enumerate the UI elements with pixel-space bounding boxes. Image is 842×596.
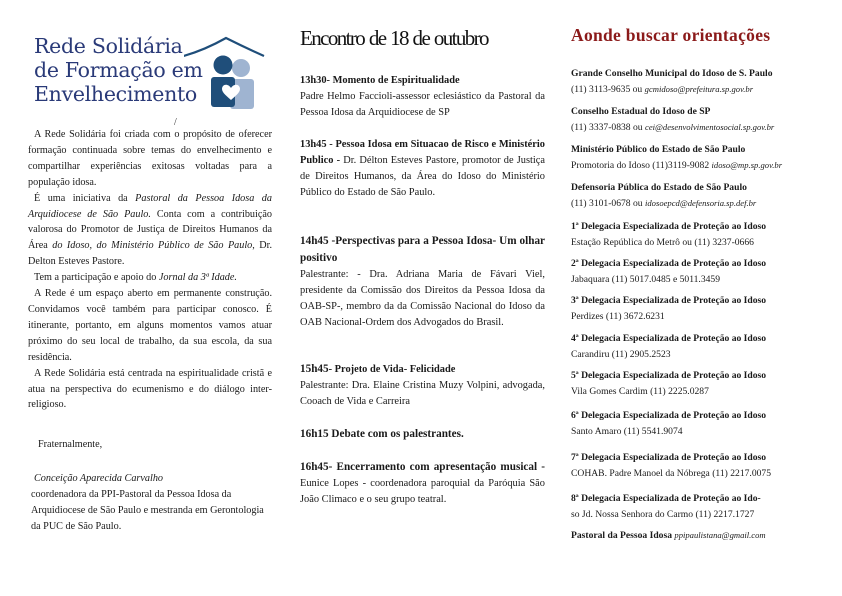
text-span: , Dr. Delton Esteves Pastore. bbox=[28, 240, 273, 268]
contact-phone: Jabaquara (11) 5017.0485 e 5011.3459 bbox=[571, 273, 721, 285]
house-family-icon bbox=[184, 34, 266, 114]
intro-paragraph-4: A Rede é um espaço aberto em permanente construção. Convidamos você também para participar conosco. É itinerante, portanto, em alguns momentos vamos atuar próximo do seu local de trabalho, da sua escola, da sua residência. bbox=[28, 288, 272, 363]
logo-line-1: Rede Solidária bbox=[34, 34, 183, 58]
event-title: Encontro de 18 de outubro bbox=[300, 26, 488, 50]
logo-line-2: de Formação em bbox=[34, 58, 203, 82]
session-heading: 16h15 Debate com os palestrantes. bbox=[300, 428, 464, 440]
contact-item bbox=[571, 104, 819, 135]
contact-email[interactable]: gcmidoso@prefeitura.sp.gov.br bbox=[644, 83, 754, 94]
contact-org: 6ª Delegacia Especializada de Proteção ao Idoso bbox=[571, 410, 767, 421]
contact-item bbox=[571, 331, 819, 362]
session-heading: 13h30- Momento de Espiritualidade bbox=[300, 75, 460, 86]
signature-block bbox=[28, 471, 272, 535]
session-text: Dr. Délton Esteves Pastore, promotor de Justiça de Direitos Humanos, da Área do Idoso do Ministério Público do Estado de São Paulo. bbox=[300, 155, 546, 198]
contact-info bbox=[571, 235, 819, 251]
contact-item bbox=[571, 180, 819, 211]
contact-phone: Santo Amaro (11) 5541.9074 bbox=[571, 425, 683, 437]
contact-email[interactable]: ppipaulistana@gmail.com bbox=[674, 530, 766, 540]
session-2 bbox=[300, 137, 545, 201]
session-text: Padre Helmo Faccioli-assessor eclesiástico da Pastoral da Pessoa Idosa da Arquidiocese de SP bbox=[300, 91, 545, 118]
contact-footer bbox=[571, 528, 819, 544]
text-span: Conta com a contribuição valorosa do Promotor de Justiça de Direitos Humanos da Área bbox=[28, 208, 272, 252]
contact-info bbox=[571, 196, 819, 212]
intro-paragraph-2 bbox=[28, 191, 272, 271]
contact-phone: Promotoria do Idoso (11)3119-9082 bbox=[571, 159, 712, 171]
contact-info bbox=[571, 158, 819, 174]
contact-email[interactable]: idoso@mp.sp.gov.br bbox=[711, 159, 783, 170]
session-3 bbox=[300, 233, 545, 331]
contact-info bbox=[571, 507, 819, 523]
text-span: É uma iniciativa da bbox=[34, 192, 136, 204]
session-6 bbox=[300, 459, 545, 508]
session-text: Eunice Lopes - coordenadora paroquial da Paróquia São João Climaco e o seu grupo teatral. bbox=[300, 478, 545, 505]
italic-span: Jornal da 3ª Idade. bbox=[158, 272, 237, 284]
contact-org: Defensoria Pública do Estado de São Paulo bbox=[571, 182, 747, 193]
contact-info bbox=[571, 272, 819, 288]
session-text: Palestrante: - Dra. Adriana Maria de Fávari Viel, presidente da Comissão dos Direitos da Pessoa Idosa da OAB-SP-, membro da da Comissão Nacional do Idoso da OAB Nacional-Ordem dos Advogados do Brasil. bbox=[300, 269, 545, 328]
intro-paragraph-1: A Rede Solidária foi criada com o propósito de oferecer formação continuada sobre temas do envelhecimento e compartilhar experiências exitosas voltadas para a população idosa. bbox=[28, 129, 272, 188]
contact-item bbox=[571, 368, 819, 399]
session-heading: 14h45 -Perspectivas para a Pessoa Idosa- Um olhar positivo bbox=[300, 235, 545, 264]
contact-org: 1ª Delegacia Especializada de Proteção ao Idoso bbox=[571, 221, 767, 232]
dark-figure-head-icon bbox=[214, 56, 233, 75]
contact-item bbox=[571, 142, 819, 173]
contact-org: 7ª Delegacia Especializada de Proteção ao Idoso bbox=[571, 452, 767, 463]
contact-item bbox=[571, 256, 819, 287]
contact-info bbox=[571, 466, 819, 482]
tick-mark: / bbox=[174, 117, 177, 128]
contact-phone: (11) 3101-0678 ou bbox=[571, 197, 645, 209]
contact-phone: Carandiru (11) 2905.2523 bbox=[571, 348, 671, 360]
signature-description: coordenadora da PPI-Pastoral da Pessoa Idosa da Arquidiocese de São Paulo e mestranda em Gerontologia da PUC de São Paulo. bbox=[31, 489, 264, 532]
contact-phone: Perdizes (11) 3672.6231 bbox=[571, 310, 665, 322]
contact-phone: so Jd. Nossa Senhora do Carmo (11) 2217.1727 bbox=[571, 508, 755, 520]
session-heading: 16h45- Encerramento com apresentação musical - bbox=[300, 461, 545, 473]
contact-info bbox=[571, 309, 819, 325]
logo-line-3: Envelhecimento bbox=[34, 82, 197, 106]
session-time: 15h45 bbox=[300, 363, 329, 375]
signature-name: Conceição Aparecida Carvalho bbox=[34, 473, 164, 484]
intro-paragraph-3 bbox=[28, 270, 272, 286]
session-heading: 13h45 - Pessoa Idosa em Situacao de Risco e Ministério Publico - bbox=[300, 139, 545, 166]
contact-info bbox=[571, 384, 819, 400]
contact-org: Conselho Estadual do Idoso de SP bbox=[571, 106, 711, 117]
contact-info bbox=[571, 424, 819, 440]
contact-phone: COHAB. Padre Manoel da Nóbrega (11) 2217.0075 bbox=[571, 467, 772, 479]
contact-item bbox=[571, 491, 819, 522]
intro-paragraph-5: A Rede Solidária está centrada na espiritualidade cristã e atua na perspectiva do ecumenismo e do diálogo inter-religioso. bbox=[28, 367, 272, 411]
session-4 bbox=[300, 361, 545, 410]
contact-info bbox=[571, 347, 819, 363]
session-text: Palestrante: Dra. Elaine Cristina Muzy Volpini, advogada, Cooach de Vida e Carreira bbox=[300, 380, 545, 407]
contact-phone: (11) 3337-0838 ou bbox=[571, 121, 645, 133]
contact-email[interactable]: cei@desenvolvimentosocial.sp.gov.br bbox=[645, 121, 775, 132]
session-1 bbox=[300, 73, 545, 121]
contact-org: 4ª Delegacia Especializada de Proteção ao Idoso bbox=[571, 333, 767, 344]
contacts-title: Aonde buscar orientações bbox=[571, 25, 771, 45]
contact-item bbox=[571, 293, 819, 324]
contact-org: 3ª Delegacia Especializada de Proteção ao Idoso bbox=[571, 295, 767, 306]
session-5 bbox=[300, 426, 545, 443]
session-heading: - Projeto de Vida- Felicidade bbox=[328, 364, 456, 375]
contact-email[interactable]: idosoepcd@defensoria.sp.def.br bbox=[645, 197, 757, 208]
contact-phone: Estação República do Metrô ou (11) 3237-0666 bbox=[571, 236, 754, 248]
contact-phone: Vila Gomes Cardim (11) 2225.0287 bbox=[571, 385, 709, 397]
contact-org: 5ª Delegacia Especializada de Proteção ao Idoso bbox=[571, 370, 767, 381]
contact-info bbox=[571, 120, 819, 136]
contact-org: 2ª Delegacia Especializada de Proteção ao Idoso bbox=[571, 258, 767, 269]
contact-org: 8ª Delegacia Especializada de Proteção ao Ido- bbox=[571, 493, 761, 504]
contact-item bbox=[571, 450, 819, 481]
contact-org: Ministério Público do Estado de São Paulo bbox=[571, 144, 746, 155]
contact-org: Pastoral da Pessoa Idosa bbox=[571, 530, 675, 541]
contact-item bbox=[571, 408, 819, 439]
contact-item bbox=[571, 219, 819, 250]
contact-org: Grande Conselho Municipal do Idoso de S. Paulo bbox=[571, 68, 773, 79]
logo-text bbox=[34, 34, 203, 106]
italic-span: do Idoso, do Ministério Público de São Paulo bbox=[52, 240, 253, 252]
light-figure-head-icon bbox=[232, 59, 250, 77]
contact-item bbox=[571, 66, 819, 97]
text-span: Tem a participação e apoio do bbox=[34, 272, 159, 284]
intro-text bbox=[28, 127, 272, 413]
contact-info bbox=[571, 82, 819, 98]
italic-span: Pastoral da Pessoa Idosa da Arquidiocese de São Paulo. bbox=[28, 192, 272, 220]
contact-phone: (11) 3113-9635 ou bbox=[571, 83, 645, 95]
signoff: Fraternalmente, bbox=[38, 439, 103, 450]
logo bbox=[34, 34, 274, 119]
